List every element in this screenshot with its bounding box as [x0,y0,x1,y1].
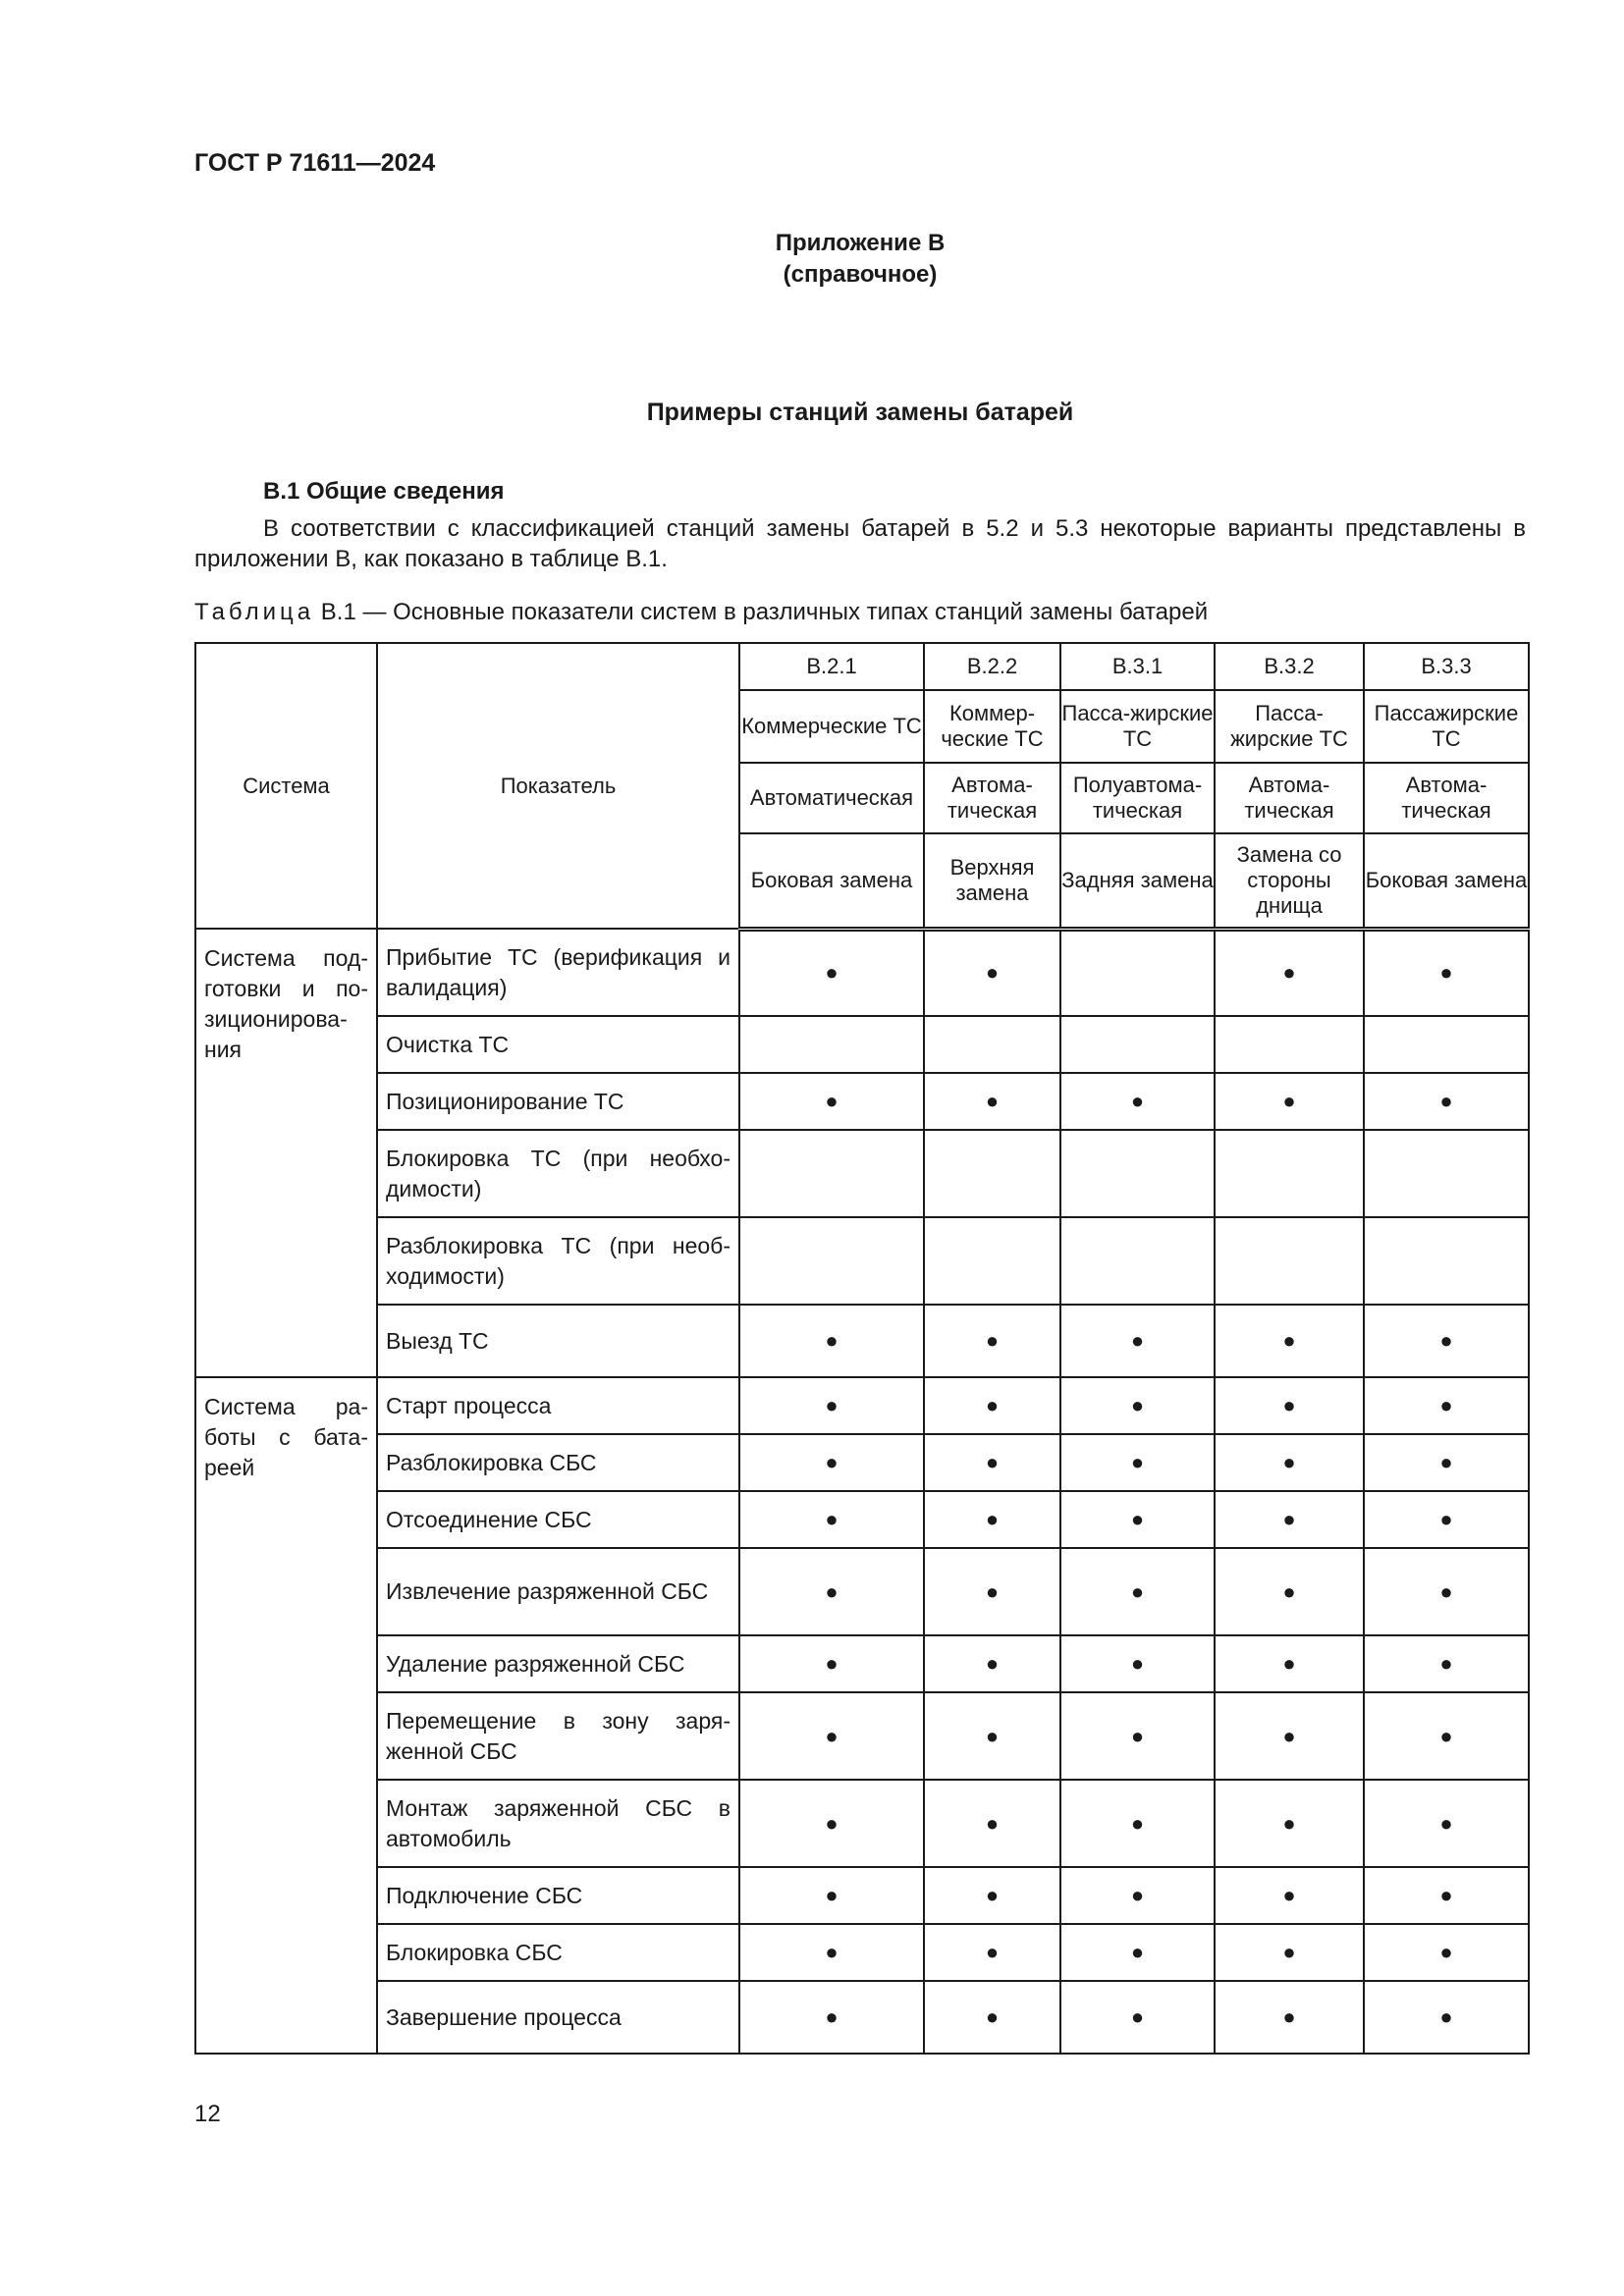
mark-cell: ● [1060,1491,1215,1548]
system-cell: Система ра-боты с бата-реей [195,1377,377,2054]
table-row [195,1635,1529,1692]
mark-cell: ● [1364,1548,1529,1635]
mark-cell: ● [924,1491,1060,1548]
table-row [195,1692,1529,1780]
mark-cell: ● [1364,1073,1529,1130]
header-vehicle: Пасса-жирские ТС [1215,690,1364,763]
header-automation: Автоматическая [739,763,924,833]
table-row [195,1548,1529,1635]
indicator-cell: Очистка ТС [377,1016,739,1073]
mark-cell [739,1130,924,1217]
indicator-cell: Завершение процесса [377,1981,739,2054]
mark-cell: ● [1060,1548,1215,1635]
mark-cell: ● [1215,1377,1364,1434]
system-cell: Система под-готовки и по-зиционирова-ния [195,929,377,1377]
header-method: Боковая замена [739,833,924,929]
mark-cell: ● [1364,1780,1529,1867]
page-number: 12 [194,2101,221,2127]
mark-cell [1060,1217,1215,1305]
table-row [195,1780,1529,1867]
table-row [195,1016,1529,1073]
table-row [195,1217,1529,1305]
appendix-status: (справочное) [783,261,938,288]
appendix-heading [0,228,1624,291]
header-system: Система [195,643,377,929]
mark-cell [924,1016,1060,1073]
mark-cell [1364,1016,1529,1073]
header-method: Верхняя замена [924,833,1060,929]
header-automation: Автома-тическая [924,763,1060,833]
header-automation: Автома-тическая [1215,763,1364,833]
header-vehicle: Пассажирские ТС [1364,690,1529,763]
mark-cell: ● [924,1780,1060,1867]
mark-cell: ● [1364,1491,1529,1548]
mark-cell: ● [1364,1377,1529,1434]
mark-cell: ● [1215,1981,1364,2054]
mark-cell: ● [1215,1692,1364,1780]
mark-cell: ● [1215,929,1364,1016]
table-caption [194,599,1208,626]
mark-cell: ● [1060,1981,1215,2054]
table-row [195,1867,1529,1924]
indicator-cell: Разблокировка СБС [377,1434,739,1491]
mark-cell: ● [1215,1548,1364,1635]
indicator-cell: Блокировка СБС [377,1924,739,1981]
mark-cell: ● [1364,1867,1529,1924]
mark-cell: ● [924,1434,1060,1491]
mark-cell: ● [739,1867,924,1924]
mark-cell: ● [739,1434,924,1491]
indicator-cell: Выезд ТС [377,1305,739,1377]
mark-cell: ● [1364,1434,1529,1491]
indicator-cell: Извлечение разряженной СБС [377,1548,739,1635]
mark-cell: ● [1215,1305,1364,1377]
indicator-cell: Позиционирование ТС [377,1073,739,1130]
header-method: Задняя замена [1060,833,1215,929]
mark-cell: ● [924,1924,1060,1981]
header-method: Замена со стороны днища [1215,833,1364,929]
mark-cell [1060,1130,1215,1217]
mark-cell: ● [1215,1780,1364,1867]
header-automation: Полуавтома-тическая [1060,763,1215,833]
mark-cell: ● [1364,1692,1529,1780]
indicator-cell: Старт процесса [377,1377,739,1434]
mark-cell: ● [1215,1867,1364,1924]
mark-cell: ● [924,1548,1060,1635]
mark-cell: ● [1060,1692,1215,1780]
mark-cell: ● [924,1692,1060,1780]
header-code: В.2.1 [739,643,924,690]
mark-cell: ● [924,1377,1060,1434]
table-caption-label: Таблица [194,599,315,625]
mark-cell: ● [924,1635,1060,1692]
standard-number: ГОСТ Р 71611—2024 [194,149,436,177]
mark-cell: ● [1060,1377,1215,1434]
mark-cell [739,1217,924,1305]
main-title: Примеры станций замены батарей [646,399,1074,426]
mark-cell: ● [1364,1635,1529,1692]
mark-cell [924,1130,1060,1217]
mark-cell: ● [1215,1491,1364,1548]
mark-cell: ● [1215,1434,1364,1491]
header-vehicle: Пасса-жирские ТС [1060,690,1215,763]
mark-cell: ● [739,1981,924,2054]
mark-cell [1215,1016,1364,1073]
indicator-cell: Подключение СБС [377,1867,739,1924]
mark-cell: ● [924,1981,1060,2054]
table-row [195,1130,1529,1217]
appendix-title: Приложение В [775,230,946,256]
header-code: В.3.1 [1060,643,1215,690]
mark-cell [1215,1130,1364,1217]
table-caption-text: В.1 — Основные показатели систем в различных типах станций замены батарей [314,599,1209,625]
mark-cell: ● [739,1073,924,1130]
mark-cell: ● [1364,929,1529,1016]
mark-cell: ● [1060,1434,1215,1491]
mark-cell: ● [1060,1867,1215,1924]
mark-cell: ● [1060,1305,1215,1377]
mark-cell: ● [739,1780,924,1867]
mark-cell: ● [739,1692,924,1780]
mark-cell: ● [1060,1635,1215,1692]
indicator-cell: Перемещение в зону заря-женной СБС [377,1692,739,1780]
header-vehicle: Коммер-ческие ТС [924,690,1060,763]
indicators-table [194,642,1530,2055]
table-row [195,929,1529,1016]
header-code: В.3.3 [1364,643,1529,690]
mark-cell: ● [739,1635,924,1692]
header-indicator: Показатель [377,643,739,929]
mark-cell: ● [739,1305,924,1377]
mark-cell: ● [739,929,924,1016]
table-row [195,1073,1529,1130]
indicator-cell: Удаление разряженной СБС [377,1635,739,1692]
mark-cell: ● [924,929,1060,1016]
mark-cell [1364,1217,1529,1305]
indicator-cell: Разблокировка ТС (при необ-ходимости) [377,1217,739,1305]
mark-cell: ● [1060,1924,1215,1981]
mark-cell: ● [1364,1924,1529,1981]
mark-cell: ● [1060,1780,1215,1867]
mark-cell: ● [1215,1924,1364,1981]
mark-cell: ● [739,1377,924,1434]
table-row [195,1377,1529,1434]
table-row [195,1491,1529,1548]
table-row [195,1305,1529,1377]
mark-cell: ● [924,1073,1060,1130]
mark-cell: ● [739,1491,924,1548]
indicator-cell: Монтаж заряженной СБС в автомобиль [377,1780,739,1867]
indicator-cell: Блокировка ТС (при необхо-димости) [377,1130,739,1217]
mark-cell: ● [1364,1981,1529,2054]
header-code: В.2.2 [924,643,1060,690]
mark-cell [1060,1016,1215,1073]
mark-cell: ● [739,1548,924,1635]
mark-cell: ● [1364,1305,1529,1377]
header-code: В.3.2 [1215,643,1364,690]
header-vehicle: Коммерческие ТС [739,690,924,763]
mark-cell: ● [1215,1073,1364,1130]
table-row [195,1924,1529,1981]
mark-cell [924,1217,1060,1305]
header-automation: Автома-тическая [1364,763,1529,833]
mark-cell: ● [1215,1635,1364,1692]
indicator-cell: Прибытие ТС (верификация и валидация) [377,929,739,1016]
mark-cell: ● [1060,1073,1215,1130]
mark-cell: ● [924,1305,1060,1377]
table-row [195,1434,1529,1491]
table-row [195,1981,1529,2054]
mark-cell [1364,1130,1529,1217]
mark-cell: ● [924,1867,1060,1924]
mark-cell: ● [739,1924,924,1981]
section-heading: В.1 Общие сведения [263,478,505,505]
mark-cell [739,1016,924,1073]
mark-cell [1060,929,1215,1016]
indicator-cell: Отсоединение СБС [377,1491,739,1548]
header-method: Боковая замена [1364,833,1529,929]
mark-cell [1215,1217,1364,1305]
section-paragraph: В соответствии с классификацией станций замены батарей в 5.2 и 5.3 некоторые варианты представлены в приложении В, как показано в таблице В.1. [194,515,1526,572]
